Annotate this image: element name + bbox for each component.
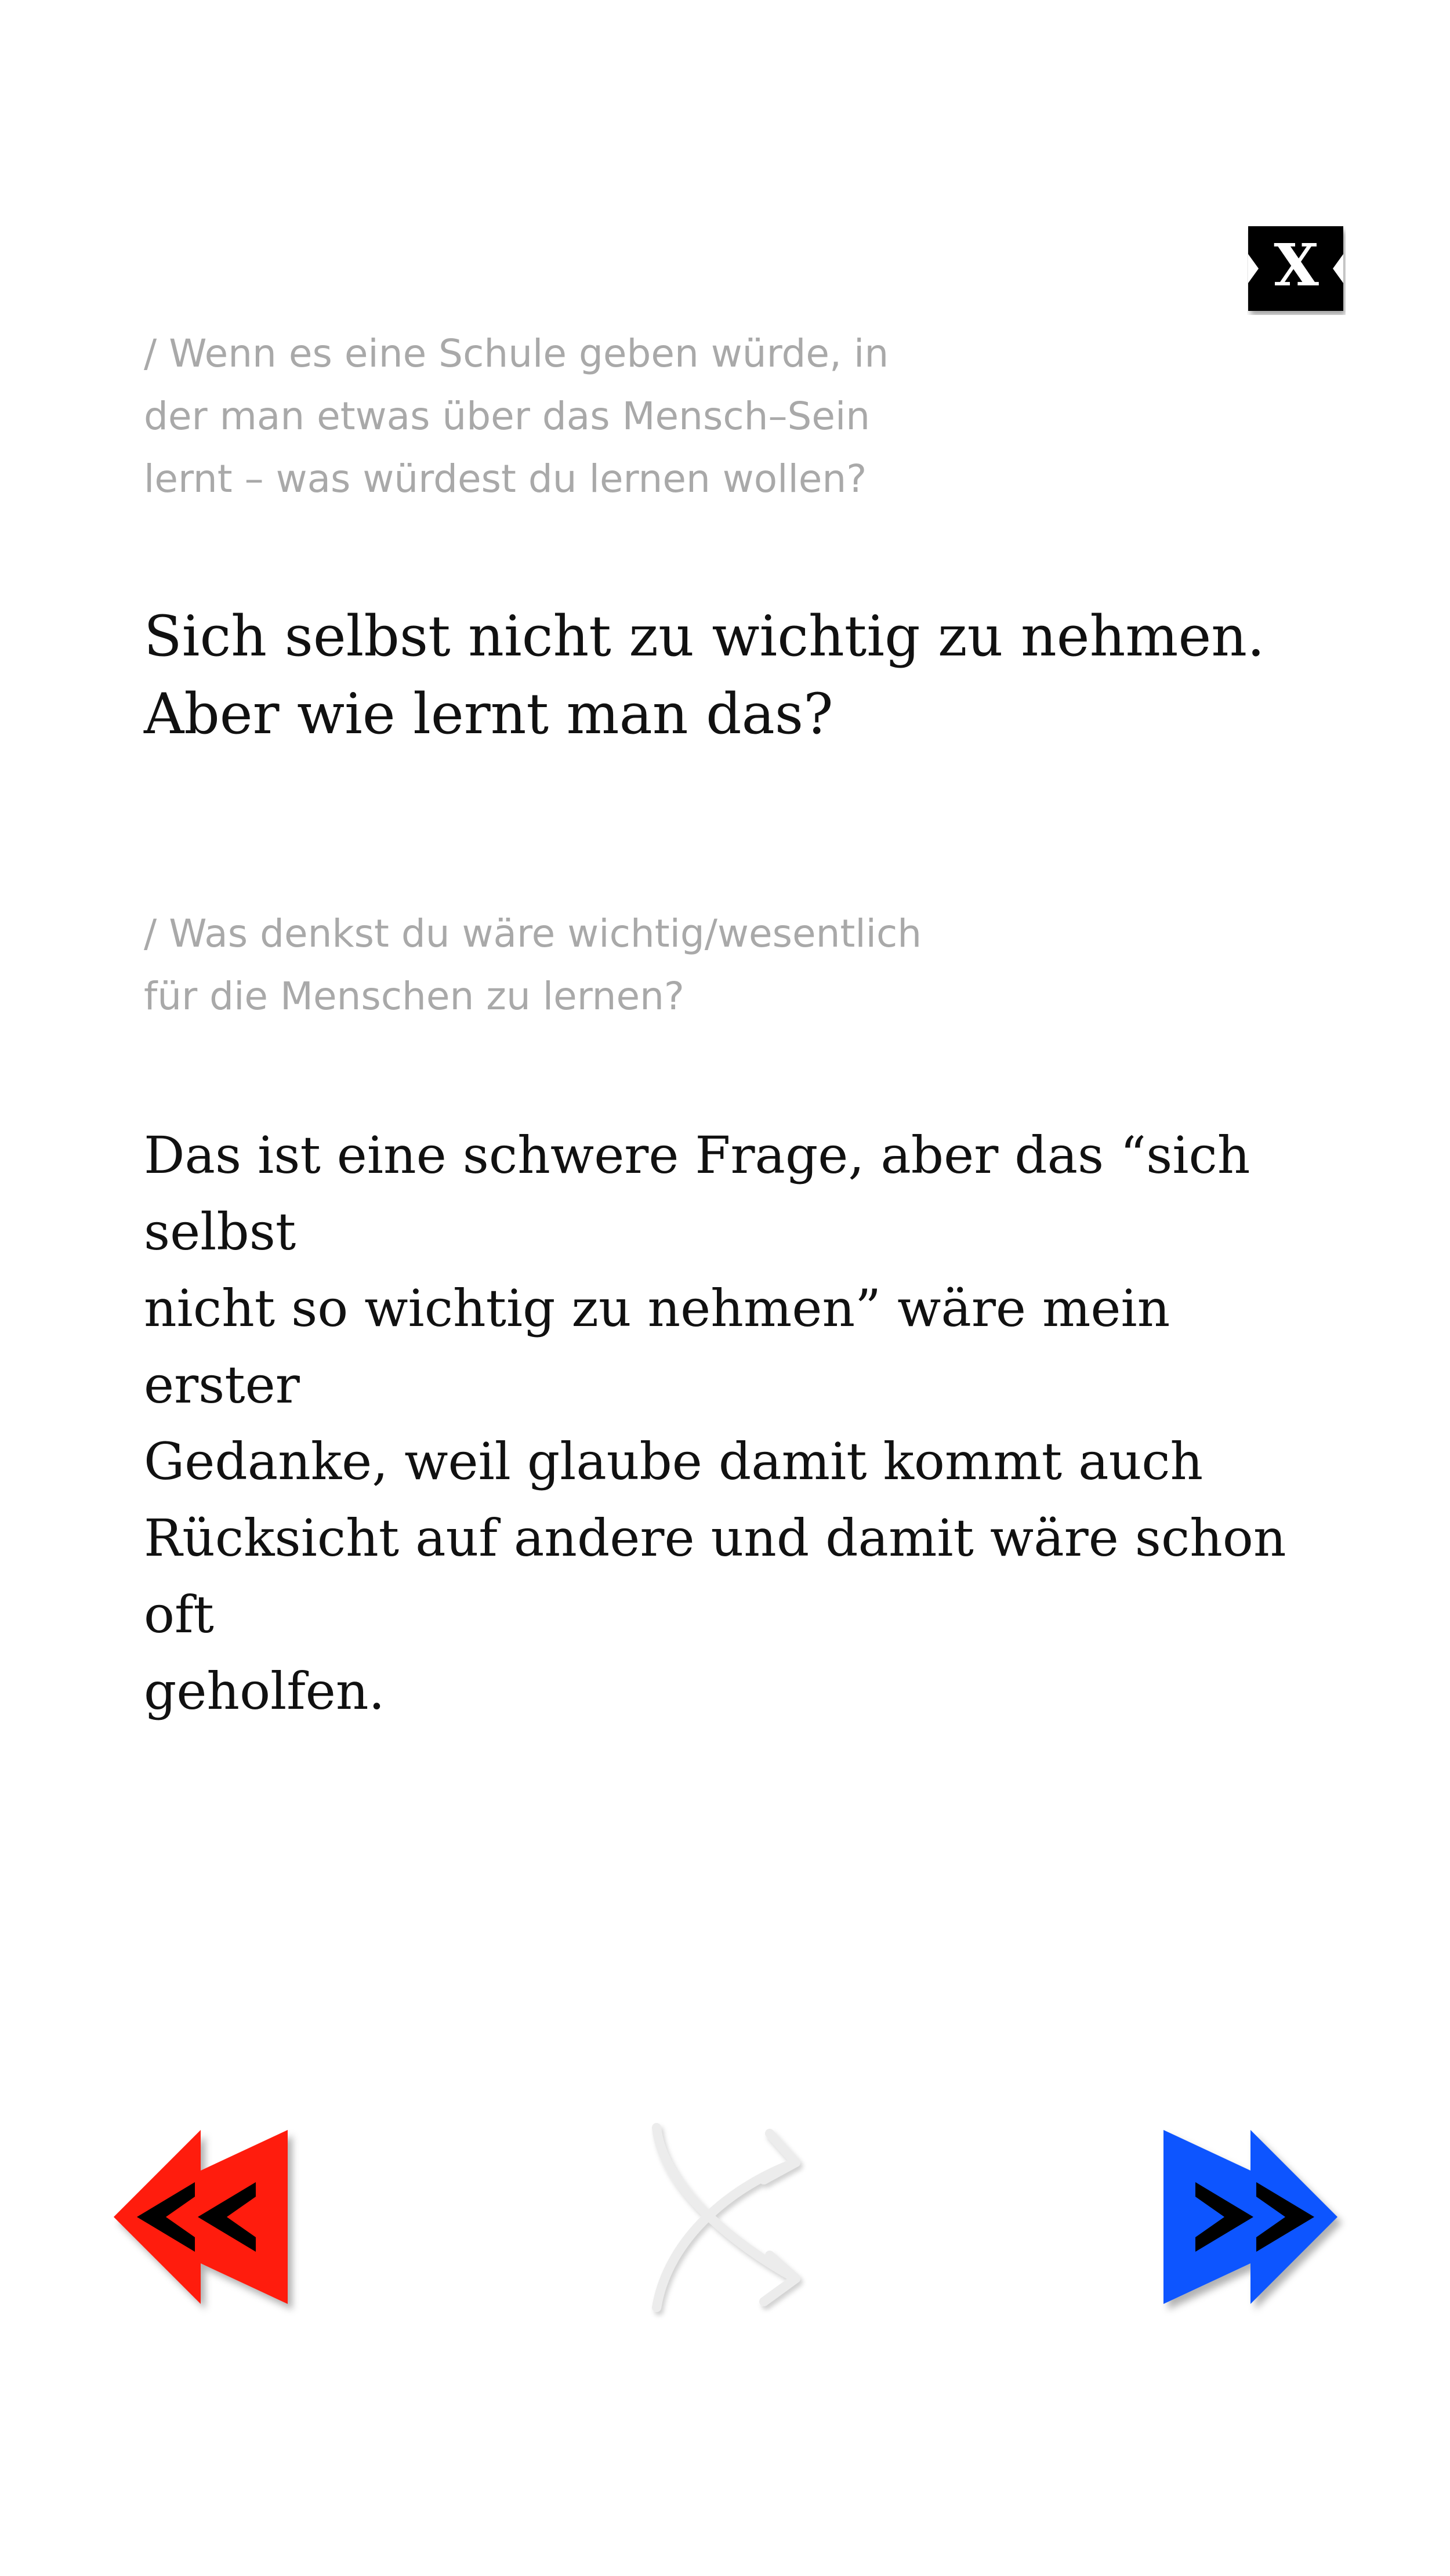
double-chevron-right-icon — [1163, 2130, 1343, 2304]
next-button[interactable] — [1163, 2130, 1343, 2304]
question-text: / Wenn es eine Schule geben würde, in der man etwas über das Mensch–Sein lernt – was würdest du lernen wollen? — [144, 331, 889, 501]
answer-text: Das ist eine schwere Frage, aber das “sich selbst nicht so wichtig zu nehmen” wäre mein erster Gedanke, weil glaube damit kommt auch Rücksicht auf andere und damit wäre schon oft geholfen. — [144, 1125, 1286, 1721]
previous-button[interactable] — [114, 2130, 293, 2304]
shuffle-button[interactable] — [645, 2122, 813, 2313]
answer-text: Sich selbst nicht zu wichtig zu nehmen. Aber wie lernt man das? — [144, 604, 1265, 747]
close-button[interactable] — [1247, 225, 1346, 315]
question-text: / Was denkst du wäre wichtig/wesentlich für die Menschen zu lernen? — [144, 911, 922, 1019]
double-chevron-left-icon — [114, 2130, 293, 2304]
close-icon — [1247, 225, 1346, 315]
shuffle-icon — [645, 2122, 813, 2313]
close-label: X — [1274, 231, 1319, 299]
